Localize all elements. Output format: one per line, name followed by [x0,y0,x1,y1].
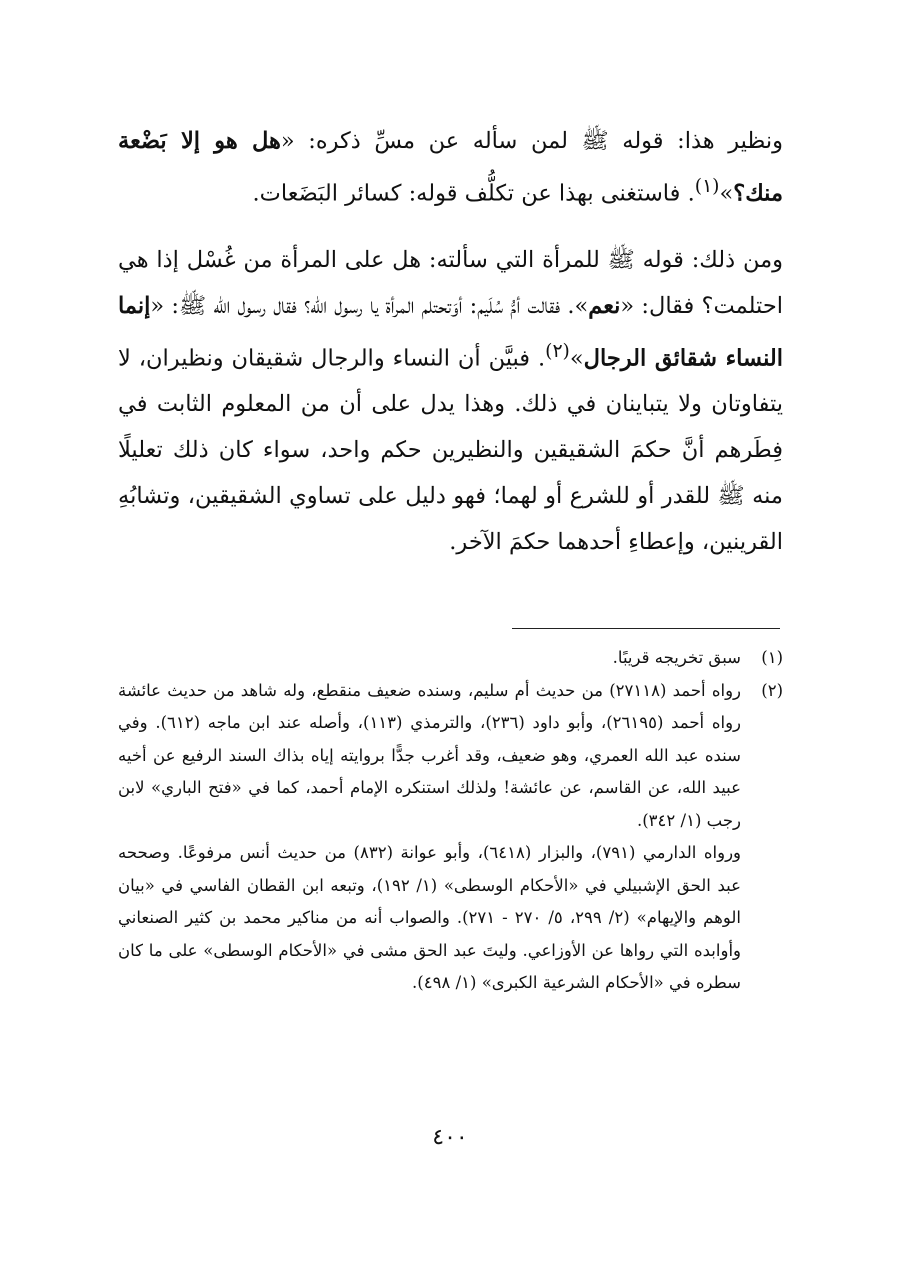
paragraph-1 [118,118,783,217]
footnote-number: (١) [761,648,783,667]
text-segment: ». فقالت أمُّ سُلَيم: أوَتحتلم المرأة يا رسول الله؟ فقال رسول الله ﷺ: « [150,292,589,319]
footnote-text: رواه أحمد (٢٧١١٨) من حديث أم سليم، وسنده ضعيف منقطع، وله شاهد من حديث عائشة رواه أحمد (٢٦١٩٥)، وأبو داود (٢٣٦)، والترمذي (١١٣)، وأصله عند ابن ماجه (٦١٢). وفي سنده عبد الله العمري، وهو ضعيف، وقد أغرب جدًّا بروايته إياه بذاك السند الرفيع عن أخيه عبيد الله، عن القاسم، عن عائشة! ولذلك استنكره الإمام أحمد، كما في «فتح الباري» لابن رجب (١/ ٣٤٢). [118,680,742,830]
text-segment: » [569,345,584,371]
text-segment: . فاستغنى بهذا عن تكلُّف قوله: كسائر البَضَعات. [252,180,695,207]
text-segment: . فبيَّن أن النساء والرجال شقيقان ونظيران، لا يتفاوتان ولا يتباينان في ذلك. وهذا يدل على أن من المعلوم الثابت في فِطَرهم أنَّ حكمَ الشقيقين والنظيرين حكم واحد، سواء كان ذلك تعليلًا منه ﷺ للقدر أو للشرع أو لهما؛ فهو دليل على تساوي الشقيقين، وتشابُهِ القرينين، وإعطاءِ أحدهما حكمَ الآخر. [118,345,783,555]
footnote-text: سبق تخريجه قريبًا. [612,648,741,667]
paragraph-2 [118,237,783,566]
text-segment: ونظير هذا: قوله ﷺ لمن سأله عن مسِّ ذكره: « [280,128,783,154]
hadith-quote: هل هو إلا بَضْعة منك؟ [118,128,783,207]
text-segment: ومن ذلك: قوله ﷺ للمرأة التي سألته: هل على المرأة من غُسْل إذا هي احتلمت؟ فقال: « [118,246,784,319]
main-text [118,118,783,565]
footnote-number: (٢) [761,680,783,700]
page-number: ٤٠٠ [432,1125,468,1150]
text-segment: » [719,180,734,207]
footnote-ref-2[interactable]: (٢) [545,340,570,362]
footnote-2-continuation: ورواه الدارمي (٧٩١)، والبزار (٦٤١٨)، وأبو عوانة (٨٣٢) من حديث أنس مرفوعًا. وصححه عبد الحق الإشبيلي في «الأحكام الوسطى» (١/ ١٩٢)، وتبعه ابن القطان الفاسي في «بيان الوهم والإيهام» (٢/ ٢٩٩، ٥/ ٢٧٠ - ٢٧١). والصواب أنه من مناكير محمد بن كثير الصنعاني وأوابده التي رواها عن الأوزاعي. وليتَ عبد الحق مشى في «الأحكام الوسطى» على ما كان سطره في «الأحكام الشرعية الكبرى» (١/ ٤٩٨). [118,843,742,992]
footnote-1 [118,642,783,675]
footnotes [118,642,783,1000]
footnote-divider [512,628,780,629]
footnote-ref-1[interactable]: (١) [694,176,720,197]
footnote-2 [118,675,783,838]
hadith-quote: نعم [588,292,621,319]
hadith-quote: إنما النساء شقائق الرجال [118,292,783,371]
